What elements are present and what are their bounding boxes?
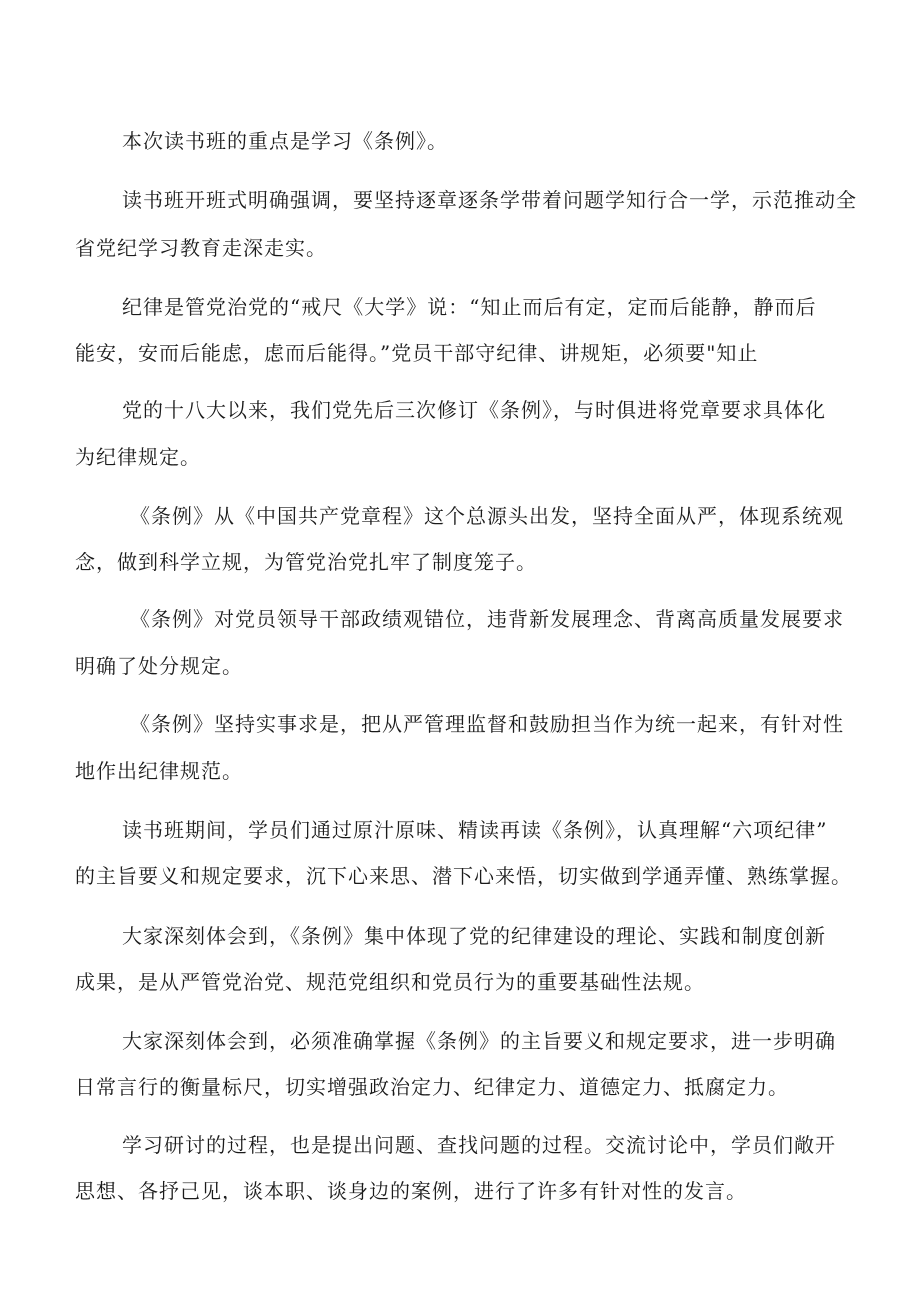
paragraph-line: 成果，是从严管党治党、规范党组织和党员行为的重要基础性法规。 [75,970,705,994]
paragraph-line: 为纪律规定。 [75,445,201,469]
paragraph-line: 思想、各抒己见，谈本职、谈身边的案例，进行了许多有针对性的发言。 [75,1179,747,1203]
paragraph-line: 日常言行的衡量标尺，切实增强政治定力、纪律定力、道德定力、抵腐定力。 [75,1075,789,1099]
paragraph-line: 地作出纪律规范。 [75,759,243,783]
paragraph-line: 纪律是管党治党的“戒尺《大学》说：“知止而后有定，定而后能静，静而后 [122,295,817,319]
paragraph-line: 大家深刻体会到，《条例》集中体现了党的纪律建设的理论、实践和制度创新 [122,924,826,948]
paragraph-line: 本次读书班的重点是学习《条例》。 [122,129,448,153]
paragraph-line: 读书班开班式明确强调，要坚持逐章逐条学带着问题学知行合一学，示范推动全 [122,188,857,212]
paragraph-line: 念，做到科学立规，为管党治党扎牢了制度笼子。 [75,550,537,574]
paragraph-line: 能安，安而后能虑，虑而后能得。”党员干部守纪律、讲规矩，必须要"知止 [75,341,759,365]
paragraph-line: 读书班期间，学员们通过原汁原味、精读再读《条例》，认真理解“六项纪律” [122,818,828,842]
paragraph-line: 党的十八大以来，我们党先后三次修订《条例》，与时俱进将党章要求具体化 [122,398,826,422]
paragraph-line: 《条例》对党员领导干部政绩观错位，违背新发展理念、背离高质量发展要求 [130,607,844,631]
paragraph-line: 省党纪学习教育走深走实。 [75,236,327,260]
paragraph-line: 明确了处分规定。 [75,654,243,678]
paragraph-line: 大家深刻体会到，必须准确掌握《条例》的主旨要义和规定要求，进一步明确 [122,1029,836,1053]
paragraph-line: 的主旨要义和规定要求，沉下心来思、潜下心来悟，切实做到学通弄懂、熟练掌握。 [75,864,852,888]
paragraph-line: 学习研讨的过程，也是提出问题、查找问题的过程。交流讨论中，学员们敞开 [122,1133,836,1157]
paragraph-line: 《条例》坚持实事求是，把从严管理监督和鼓励担当作为统一起来，有针对性 [130,712,844,736]
paragraph-line: 《条例》从《中国共产党章程》这个总源头出发，坚持全面从严，体现系统观 [130,504,844,528]
